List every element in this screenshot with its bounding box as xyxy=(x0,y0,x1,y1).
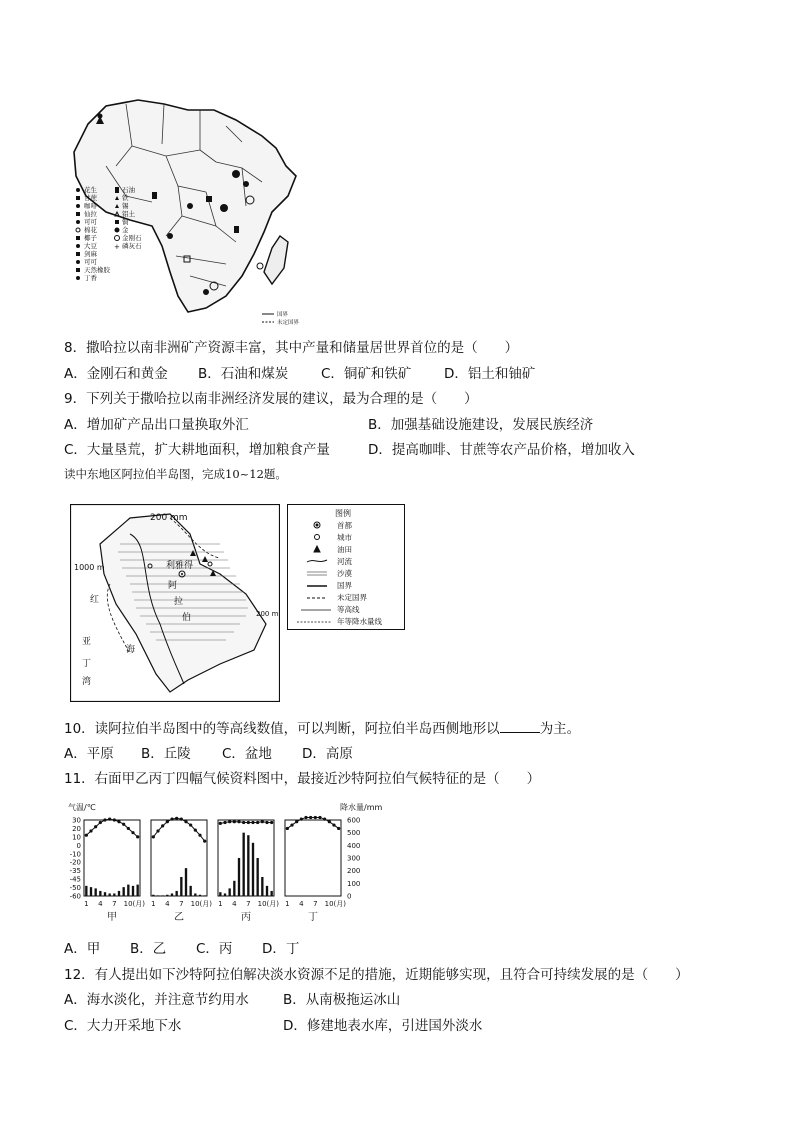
precipitation-bar xyxy=(190,886,192,896)
x-tick-label: 10(月) xyxy=(257,900,280,908)
precipitation-bar xyxy=(85,886,87,896)
precipitation-bar xyxy=(157,895,159,896)
temperature-point xyxy=(122,823,125,826)
precipitation-bar xyxy=(127,885,129,896)
left-axis-label: 气温/℃ xyxy=(68,803,96,812)
temperature-point xyxy=(166,820,169,823)
left-tick-label: -45 xyxy=(69,875,81,884)
temperature-point xyxy=(170,818,173,821)
left-tick-label: 30 xyxy=(72,816,81,825)
legend-item: 棉花 xyxy=(84,226,97,234)
precipitation-bar xyxy=(257,858,259,896)
label-a: 阿 xyxy=(168,581,178,591)
temperature-point xyxy=(156,829,159,832)
x-tick-label: 4 xyxy=(232,900,237,908)
label-aden1: 亚 xyxy=(82,637,92,647)
label-200m: 200 m xyxy=(256,610,279,618)
precipitation-bar xyxy=(162,895,164,896)
temperature-point xyxy=(85,834,88,837)
climate-chart xyxy=(64,800,382,932)
q11-option-a[interactable]: A．甲 xyxy=(64,941,101,957)
legend-desert: 沙漠 xyxy=(337,569,352,578)
x-tick-label: 10(月) xyxy=(123,900,146,908)
temperature-point xyxy=(304,816,307,819)
arabia-map xyxy=(70,504,280,702)
temperature-point xyxy=(89,829,92,832)
temperature-point xyxy=(228,820,231,823)
temperature-point xyxy=(108,818,111,821)
precipitation-bar xyxy=(166,895,168,896)
legend-river: 河流 xyxy=(337,557,352,566)
label-contour-1000: 1000 m xyxy=(74,563,105,572)
right-tick-label: 600 xyxy=(347,816,361,825)
precipitation-bar xyxy=(261,877,263,896)
label-bay: 湾 xyxy=(82,677,92,687)
precipitation-bar xyxy=(271,891,273,896)
temperature-point xyxy=(117,820,120,823)
panel-label: 丁 xyxy=(308,912,318,923)
temperature-point xyxy=(242,821,245,824)
temperature-point xyxy=(332,823,335,826)
legend-item: 磷灰石 xyxy=(122,242,142,250)
panel-label: 乙 xyxy=(174,912,184,923)
precipitation-bar xyxy=(109,893,111,896)
q10-answer-blank[interactable] xyxy=(500,719,540,733)
precipitation-bar xyxy=(176,891,178,896)
q8-stem: 8．撒哈拉以南非洲矿产资源丰富，其中产量和储量居世界首位的是（ ） xyxy=(64,340,519,356)
precipitation-bar xyxy=(233,881,235,896)
temperature-point xyxy=(161,824,164,827)
temperature-point xyxy=(194,829,197,832)
temperature-point xyxy=(270,821,273,824)
precipitation-bar xyxy=(104,892,106,896)
temperature-point xyxy=(180,818,183,821)
temperature-line xyxy=(153,818,204,841)
q10-option-a[interactable]: A．平原 xyxy=(64,746,114,762)
right-tick-label: 0 xyxy=(347,892,352,901)
label-la: 拉 xyxy=(174,597,184,607)
legend-undetermined-border: 未定国界 xyxy=(277,320,300,326)
q12-option-d[interactable]: D．修建地表水库，引进国外淡水 xyxy=(283,1018,483,1034)
q10-option-c[interactable]: C．盆地 xyxy=(222,746,272,762)
legend-border: 国界 xyxy=(337,581,352,590)
precipitation-bar xyxy=(113,893,115,896)
q9-option-b[interactable]: B．加强基础设施建设，发展民族经济 xyxy=(368,417,594,433)
temperature-point xyxy=(237,820,240,823)
x-tick-label: 4 xyxy=(299,900,304,908)
legend-item: 椰子 xyxy=(84,234,97,242)
q12-option-c[interactable]: C．大力开采地下水 xyxy=(64,1018,182,1034)
q9-option-d[interactable]: D．提高咖啡、甘蔗等农产品价格，增加收入 xyxy=(368,442,635,458)
right-tick-label: 200 xyxy=(347,867,361,876)
q8-option-b[interactable]: B．石油和煤炭 xyxy=(198,366,289,382)
precipitation-bar xyxy=(185,868,187,896)
africa-map xyxy=(66,96,312,328)
africa-outline xyxy=(74,100,296,312)
precipitation-bar xyxy=(137,885,139,896)
precipitation-bar xyxy=(219,892,221,896)
right-tick-label: 400 xyxy=(347,841,361,850)
label-bo: 伯 xyxy=(182,613,192,623)
legend-undetermined-border: 未定国界 xyxy=(337,593,367,602)
svg-text:+: + xyxy=(114,243,120,251)
precipitation-bar xyxy=(132,886,134,896)
legend-title: 图例 xyxy=(335,509,351,518)
legend-item: 石油 xyxy=(122,186,135,194)
q10-stem xyxy=(64,719,580,738)
q8-option-c[interactable]: C．铜矿和铁矿 xyxy=(321,366,412,382)
q11-option-c[interactable]: C．丙 xyxy=(196,941,233,957)
legend-item: 铜 xyxy=(122,218,129,226)
x-tick-label: 10(月) xyxy=(324,900,347,908)
temperature-point xyxy=(198,834,201,837)
temperature-point xyxy=(290,823,293,826)
panel-label: 甲 xyxy=(107,912,117,923)
temperature-point xyxy=(203,840,206,843)
temperature-point xyxy=(189,823,192,826)
panel-label: 丙 xyxy=(241,912,251,923)
legend-item: 铁 xyxy=(122,194,129,202)
africa-legend-lines xyxy=(262,310,300,326)
precipitation-bar xyxy=(243,833,245,896)
temperature-point xyxy=(152,835,155,838)
legend-item: 咖啡 xyxy=(84,202,97,210)
temperature-line xyxy=(86,819,137,837)
precipitation-bar xyxy=(199,895,201,896)
legend-item: 铝土 xyxy=(122,210,135,218)
q10-option-b[interactable]: B．丘陵 xyxy=(141,746,191,762)
q10-stem-post: 为主。 xyxy=(539,721,581,737)
q10-stem-pre: 10．读阿拉伯半岛图中的等高线数值，可以判断，阿拉伯半岛西侧地形以 xyxy=(64,721,500,737)
label-sea: 海 xyxy=(126,645,136,655)
x-tick-label: 1 xyxy=(218,900,223,908)
q9-option-c[interactable]: C．大量垦荒，扩大耕地面积，增加粮食产量 xyxy=(64,442,330,458)
temperature-point xyxy=(328,820,331,823)
legend-item: 可可 xyxy=(84,218,97,226)
left-tick-label: -35 xyxy=(69,867,81,876)
temperature-point xyxy=(323,818,326,821)
q9-stem: 9．下列关于撒哈拉以南非洲经济发展的建议，最为合理的是（ ） xyxy=(64,391,478,407)
precipitation-bar xyxy=(118,891,120,896)
x-tick-label: 1 xyxy=(151,900,156,908)
label-riyadh: 利雅得 xyxy=(166,561,194,571)
legend-item: 金 xyxy=(122,226,129,234)
x-tick-label: 7 xyxy=(179,900,184,908)
madagascar xyxy=(264,236,288,284)
temperature-line xyxy=(287,817,338,828)
x-tick-label: 7 xyxy=(313,900,318,908)
temperature-point xyxy=(219,822,222,825)
legend-item: 锡 xyxy=(122,202,129,210)
legend-item: 金刚石 xyxy=(122,234,142,242)
label-red: 红 xyxy=(90,595,100,605)
precipitation-bar xyxy=(99,891,101,896)
temperature-point xyxy=(103,818,106,821)
temperature-point xyxy=(94,825,97,828)
precipitation-bar xyxy=(204,895,206,896)
precipitation-bar xyxy=(238,858,240,896)
precipitation-bar xyxy=(229,888,231,896)
section-intro: 读中东地区阿拉伯半岛图，完成10~12题。 xyxy=(64,467,287,481)
legend-oilfield: 油田 xyxy=(337,545,352,554)
temperature-point xyxy=(337,827,340,830)
temperature-line xyxy=(220,822,271,824)
temperature-point xyxy=(286,827,289,830)
left-tick-label: -20 xyxy=(69,858,81,867)
q11-stem: 11．右面甲乙丙丁四幅气候资料图中，最接近沙特阿拉伯气候特征的是（ ） xyxy=(64,771,541,787)
temperature-point xyxy=(265,821,268,824)
temperature-point xyxy=(131,831,134,834)
temperature-point xyxy=(300,818,303,821)
right-tick-label: 300 xyxy=(347,854,361,863)
temperature-point xyxy=(233,820,236,823)
left-tick-label: 20 xyxy=(72,824,81,833)
precipitation-bar xyxy=(224,893,226,896)
precipitation-bar xyxy=(152,895,154,896)
legend-item: 可可 xyxy=(84,258,97,266)
q9-option-a[interactable]: A．增加矿产品出口量换取外汇 xyxy=(64,417,249,433)
precipitation-bar xyxy=(252,843,254,896)
temperature-point xyxy=(247,821,250,824)
temperature-point xyxy=(309,816,312,819)
temperature-point xyxy=(295,820,298,823)
legend-item: 丁香 xyxy=(84,274,97,282)
x-tick-label: 7 xyxy=(246,900,251,908)
q8-option-a[interactable]: A．金刚石和黄金 xyxy=(64,366,168,382)
temperature-point xyxy=(251,821,254,824)
legend-isohyet: 年等降水量线 xyxy=(337,617,382,626)
temperature-point xyxy=(136,835,139,838)
legend-item: 甘蔗 xyxy=(84,194,97,202)
label-aden2: 丁 xyxy=(82,659,92,669)
q11-option-b[interactable]: B．乙 xyxy=(130,941,167,957)
x-tick-label: 4 xyxy=(165,900,170,908)
precipitation-bar xyxy=(90,887,92,896)
precipitation-bar xyxy=(247,835,249,896)
temperature-point xyxy=(184,820,187,823)
legend-item: 剑麻 xyxy=(84,250,97,258)
q12-stem: 12．有人提出如下沙特阿拉伯解决淡水资源不足的措施，近期能够实现，且符合可持续发展的是（ ） xyxy=(64,967,689,983)
legend-city: 城市 xyxy=(337,533,352,542)
x-tick-label: 1 xyxy=(84,900,89,908)
x-tick-label: 4 xyxy=(98,900,103,908)
temperature-point xyxy=(223,821,226,824)
left-tick-label: -50 xyxy=(69,884,81,893)
q12-option-b[interactable]: B．从南极拖运冰山 xyxy=(283,992,401,1008)
left-tick-label: 0 xyxy=(76,841,81,850)
q10-option-d[interactable]: D．高原 xyxy=(302,746,353,762)
x-tick-label: 10(月) xyxy=(190,900,213,908)
q12-option-a[interactable]: A．海水淡化，并注意节约用水 xyxy=(64,992,249,1008)
temperature-point xyxy=(314,816,317,819)
precipitation-bar xyxy=(95,888,97,896)
legend-item: 大豆 xyxy=(84,242,97,250)
arabia-legend xyxy=(287,504,405,630)
temperature-point xyxy=(175,817,178,820)
precipitation-bar xyxy=(194,893,196,896)
temperature-point xyxy=(256,821,259,824)
label-contour-200: 200 mm xyxy=(150,513,188,523)
precipitation-bar xyxy=(180,877,182,896)
left-tick-label: -60 xyxy=(69,892,81,901)
temperature-point xyxy=(127,827,130,830)
legend-item: 仙拉 xyxy=(84,210,97,218)
legend-border: 国界 xyxy=(277,312,289,318)
x-tick-label: 1 xyxy=(285,900,290,908)
temperature-point xyxy=(99,821,102,824)
right-tick-label: 500 xyxy=(347,829,361,838)
temperature-point xyxy=(113,818,116,821)
climate-panel-frame xyxy=(285,820,341,896)
q11-option-d[interactable]: D．丁 xyxy=(262,941,300,957)
temperature-point xyxy=(318,816,321,819)
right-axis-label: 降水量/mm xyxy=(340,803,382,812)
climate-panel-frame xyxy=(218,820,274,896)
temperature-point xyxy=(261,820,264,823)
left-tick-label: -10 xyxy=(69,850,81,859)
right-tick-label: 100 xyxy=(347,879,361,888)
q8-option-d[interactable]: D．铝土和铀矿 xyxy=(444,366,536,382)
x-tick-label: 7 xyxy=(112,900,117,908)
legend-capital: 首都 xyxy=(337,521,352,530)
legend-item: 花生 xyxy=(84,186,97,194)
precipitation-bar xyxy=(266,886,268,896)
precipitation-bar xyxy=(171,893,173,896)
legend-contour: 等高线 xyxy=(337,605,360,614)
legend-item: 天然橡胶 xyxy=(84,266,110,274)
precipitation-bar xyxy=(123,887,125,896)
left-tick-label: 10 xyxy=(72,833,81,842)
